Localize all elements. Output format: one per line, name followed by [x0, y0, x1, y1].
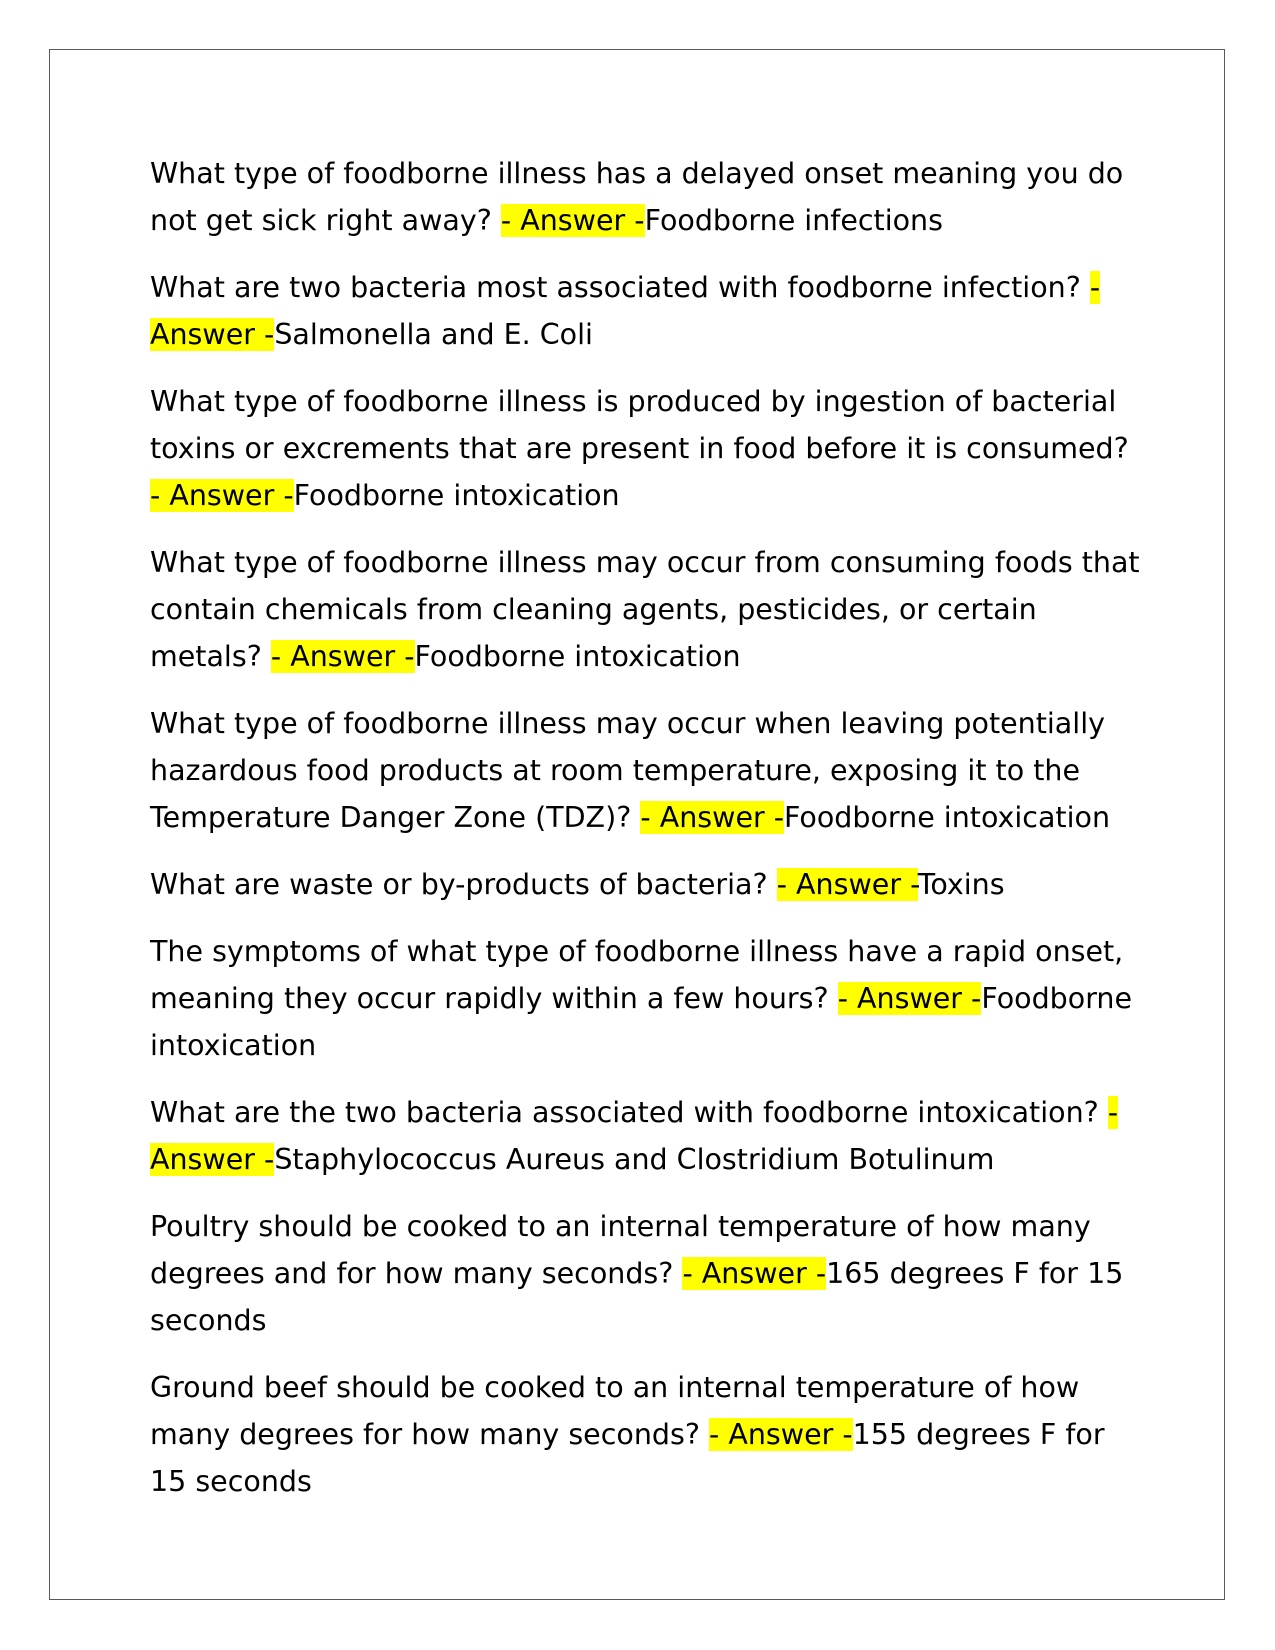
qa-item — [150, 928, 1140, 1069]
answer-marker: - Answer - — [270, 640, 415, 673]
answer-marker: - Answer - — [150, 1096, 1119, 1176]
answer-text: Foodborne infections — [644, 204, 943, 237]
answer-text: Foodborne intoxication — [150, 982, 1133, 1062]
qa-item — [150, 700, 1140, 841]
qa-item — [150, 861, 1140, 908]
question-text: What are two bacteria most associated with foodborne infection? — [150, 271, 1090, 304]
answer-text: Foodborne intoxication — [784, 801, 1111, 834]
qa-item — [150, 1203, 1140, 1344]
qa-item — [150, 539, 1140, 680]
question-text: What are waste or by-products of bacteria? — [150, 868, 777, 901]
answer-marker: - Answer - — [837, 982, 982, 1015]
qa-item — [150, 378, 1140, 519]
question-text: What type of foodborne illness is produced by ingestion of bacterial toxins or excrements that are present in food before it is consumed? — [150, 385, 1129, 465]
answer-text: Foodborne intoxication — [414, 640, 741, 673]
answer-marker: - Answer - — [640, 801, 785, 834]
question-text: What are the two bacteria associated with foodborne intoxication? — [150, 1096, 1108, 1129]
question-text: What type of foodborne illness may occur from consuming foods that contain chemicals from cleaning agents, pesticides, or certain metals? — [150, 546, 1140, 673]
question-text: The symptoms of what type of foodborne illness have a rapid onset, meaning they occur rapidly within a few hours? — [150, 935, 1124, 1015]
question-text: What type of foodborne illness has a delayed onset meaning you do not get sick right away? — [150, 157, 1124, 237]
qa-item — [150, 264, 1140, 358]
qa-item — [150, 150, 1140, 244]
question-text: Poultry should be cooked to an internal temperature of how many degrees and for how many seconds? — [150, 1210, 1091, 1290]
document-body — [150, 150, 1140, 1525]
answer-marker: - Answer - — [150, 479, 294, 512]
answer-text: 165 degrees F for 15 seconds — [150, 1257, 1124, 1337]
answer-text: 155 degrees F for 15 seconds — [150, 1418, 1105, 1498]
answer-marker: - Answer - — [150, 271, 1101, 351]
answer-marker: - Answer - — [500, 204, 645, 237]
qa-item — [150, 1089, 1140, 1183]
answer-text: Foodborne intoxication — [293, 479, 620, 512]
answer-text: Staphylococcus Aureus and Clostridium Botulinum — [274, 1143, 995, 1176]
qa-item — [150, 1364, 1140, 1505]
question-text: Ground beef should be cooked to an internal temperature of how many degrees for how many seconds? — [150, 1371, 1080, 1451]
answer-marker: - Answer - — [776, 868, 918, 901]
answer-text: Salmonella and E. Coli — [274, 318, 593, 351]
answer-marker: - Answer - — [682, 1257, 827, 1290]
answer-marker: - Answer - — [709, 1418, 853, 1451]
question-text: What type of foodborne illness may occur when leaving potentially hazardous food products at room temperature, exposing it to the Temperature Danger Zone (TDZ)? — [150, 707, 1105, 834]
answer-text: Toxins — [917, 868, 1005, 901]
